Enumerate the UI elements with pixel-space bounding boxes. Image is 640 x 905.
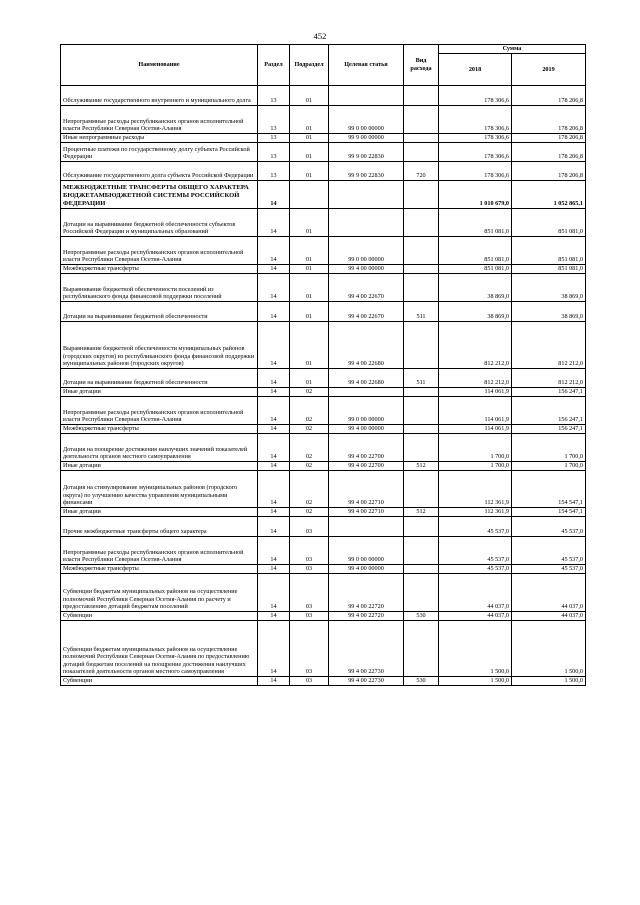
table-row — [61, 209, 586, 237]
row-expense-type — [404, 565, 439, 574]
row-name: Выравнивание бюджетной обеспеченности муниципальных районов (городских округов) из республиканского фонда финансовой поддержки муниципальных районов (городских округов) — [61, 322, 258, 369]
row-subsection: 03 — [290, 612, 329, 621]
row-name: Иные дотации — [61, 388, 258, 397]
row-value-2019: 45 537,0 — [512, 517, 586, 537]
row-expense-type — [404, 106, 439, 134]
table-row — [61, 565, 586, 574]
header-year-2019: 2019 — [512, 54, 586, 86]
table-row — [61, 462, 586, 471]
row-value-2019: 1 700,0 — [512, 462, 586, 471]
row-expense-type — [404, 434, 439, 462]
table-row — [61, 508, 586, 517]
row-section: 14 — [258, 574, 290, 612]
row-subsection: 02 — [290, 425, 329, 434]
row-name: Субвенции бюджетам муниципальных районов на осуществление полномочий Республики Северная Осетия-Алания по расчету и предоставлению дотаций бюджетам поселений — [61, 574, 258, 612]
table-row — [61, 237, 586, 265]
row-section: 13 — [258, 86, 290, 106]
header-name: Наименование — [61, 45, 258, 86]
row-section: 14 — [258, 677, 290, 686]
row-target: 99 4 00 22720 — [329, 574, 404, 612]
row-name: Дотации на выравнивание бюджетной обеспеченности субъектов Российской Федерации и муниципальных образований — [61, 209, 258, 237]
table-row — [61, 397, 586, 425]
row-value-2019: 812 212,0 — [512, 322, 586, 369]
row-value-2018: 112 361,9 — [439, 471, 512, 508]
row-name: Дотация на стимулирование муниципальных районов (городского округа) по улучшению качества управления муниципальными финансами — [61, 471, 258, 508]
row-value-2018: 1 010 679,0 — [439, 181, 512, 209]
row-name: Непрограммные расходы республиканских органов исполнительной власти Республики Северная Осетия-Алания — [61, 237, 258, 265]
row-value-2019: 851 081,0 — [512, 209, 586, 237]
row-value-2018: 178 306,6 — [439, 106, 512, 134]
row-subsection: 01 — [290, 162, 329, 181]
row-section: 14 — [258, 508, 290, 517]
row-expense-type — [404, 209, 439, 237]
row-expense-type: 530 — [404, 677, 439, 686]
row-name: Процентные платежи по государственному долгу субъекта Российской Федерации — [61, 143, 258, 162]
row-subsection: 02 — [290, 397, 329, 425]
table-row — [61, 388, 586, 397]
row-expense-type — [404, 143, 439, 162]
row-value-2018: 1 700,0 — [439, 434, 512, 462]
row-subsection: 02 — [290, 508, 329, 517]
row-subsection: 03 — [290, 565, 329, 574]
table-row — [61, 86, 586, 106]
row-subsection: 01 — [290, 369, 329, 388]
row-target — [329, 517, 404, 537]
header-target: Целевая статья — [329, 45, 404, 86]
row-value-2018: 178 306,6 — [439, 162, 512, 181]
row-value-2019: 1 052 865,1 — [512, 181, 586, 209]
row-section: 14 — [258, 397, 290, 425]
row-target: 99 4 00 22680 — [329, 369, 404, 388]
row-name: Субвенции бюджетам муниципальных районов на осуществление полномочий Республики Северная Осетия-Алания по предоставлению дотаций бюджетам поселений на поощрение достижения наилучших показателей деятельности органов местного самоуправления — [61, 621, 258, 677]
row-name: Межбюджетные трансферты — [61, 425, 258, 434]
row-expense-type — [404, 517, 439, 537]
row-value-2018: 114 061,9 — [439, 397, 512, 425]
row-subsection: 03 — [290, 517, 329, 537]
row-subsection: 01 — [290, 209, 329, 237]
row-target: 99 0 00 00000 — [329, 106, 404, 134]
row-value-2019: 178 206,8 — [512, 86, 586, 106]
table-row — [61, 574, 586, 612]
table-row — [61, 517, 586, 537]
row-subsection: 01 — [290, 322, 329, 369]
row-section: 14 — [258, 181, 290, 209]
row-target: 99 0 00 00000 — [329, 537, 404, 565]
row-expense-type — [404, 471, 439, 508]
row-value-2018: 851 081,0 — [439, 237, 512, 265]
row-expense-type: 512 — [404, 462, 439, 471]
row-section: 14 — [258, 302, 290, 322]
row-section: 14 — [258, 265, 290, 274]
row-value-2018: 1 700,0 — [439, 462, 512, 471]
row-value-2018: 812 212,0 — [439, 369, 512, 388]
row-expense-type — [404, 537, 439, 565]
row-subsection: 01 — [290, 106, 329, 134]
row-target: 99 4 00 22670 — [329, 302, 404, 322]
row-section: 14 — [258, 369, 290, 388]
row-expense-type — [404, 265, 439, 274]
row-value-2018: 851 081,0 — [439, 265, 512, 274]
row-target: 99 0 00 00000 — [329, 237, 404, 265]
row-target — [329, 181, 404, 209]
row-expense-type — [404, 237, 439, 265]
row-expense-type: 720 — [404, 162, 439, 181]
row-subsection — [290, 181, 329, 209]
table-row — [61, 322, 586, 369]
row-section: 13 — [258, 134, 290, 143]
row-value-2018: 851 081,0 — [439, 209, 512, 237]
header-section: Раздел — [258, 45, 290, 86]
row-subsection: 01 — [290, 274, 329, 302]
row-name: Выравнивание бюджетной обеспеченности поселений из республиканского фонда финансовой поддержки поселений — [61, 274, 258, 302]
row-value-2018: 45 537,0 — [439, 565, 512, 574]
row-subsection: 03 — [290, 677, 329, 686]
row-expense-type — [404, 397, 439, 425]
row-section: 14 — [258, 237, 290, 265]
row-target: 99 4 00 22670 — [329, 274, 404, 302]
row-subsection: 02 — [290, 462, 329, 471]
table-row — [61, 265, 586, 274]
table-body — [61, 86, 586, 686]
row-section: 14 — [258, 209, 290, 237]
row-subsection: 03 — [290, 621, 329, 677]
row-name: Иные дотации — [61, 462, 258, 471]
row-name: Иные дотации — [61, 508, 258, 517]
row-name: Дотации на выравнивание бюджетной обеспеченности — [61, 302, 258, 322]
row-target: 99 4 00 22720 — [329, 612, 404, 621]
row-target: 99 4 00 22680 — [329, 322, 404, 369]
row-value-2018: 114 061,9 — [439, 425, 512, 434]
row-target: 99 9 00 22830 — [329, 162, 404, 181]
row-expense-type: 512 — [404, 508, 439, 517]
row-target — [329, 209, 404, 237]
row-value-2019: 178 206,8 — [512, 162, 586, 181]
row-value-2018: 1 500,0 — [439, 621, 512, 677]
table-header — [61, 45, 586, 86]
row-section: 13 — [258, 106, 290, 134]
row-target: 99 4 00 22730 — [329, 621, 404, 677]
row-target: 99 4 00 00000 — [329, 265, 404, 274]
row-target: 99 4 00 22730 — [329, 677, 404, 686]
row-target: 99 9 00 00000 — [329, 134, 404, 143]
row-value-2019: 156 247,1 — [512, 425, 586, 434]
row-expense-type — [404, 425, 439, 434]
row-expense-type — [404, 322, 439, 369]
row-name: Непрограммные расходы республиканских органов исполнительной власти Республики Северная Осетия-Алания — [61, 106, 258, 134]
table-row — [61, 181, 586, 209]
row-value-2018: 45 537,0 — [439, 517, 512, 537]
row-section: 13 — [258, 162, 290, 181]
row-section: 14 — [258, 517, 290, 537]
row-section: 14 — [258, 621, 290, 677]
row-name: Межбюджетные трансферты — [61, 565, 258, 574]
table-row — [61, 612, 586, 621]
row-expense-type — [404, 621, 439, 677]
table-row — [61, 677, 586, 686]
table-row — [61, 621, 586, 677]
row-name: Субвенции — [61, 677, 258, 686]
row-value-2018: 1 500,0 — [439, 677, 512, 686]
row-value-2019: 851 081,0 — [512, 265, 586, 274]
row-subsection: 01 — [290, 265, 329, 274]
table-row — [61, 369, 586, 388]
row-target: 99 4 00 22710 — [329, 508, 404, 517]
row-value-2019: 45 537,0 — [512, 537, 586, 565]
row-section: 14 — [258, 274, 290, 302]
row-value-2019: 1 500,0 — [512, 677, 586, 686]
row-target: 99 4 00 00000 — [329, 565, 404, 574]
header-year-2018: 2018 — [439, 54, 512, 86]
row-section: 14 — [258, 537, 290, 565]
table-row — [61, 425, 586, 434]
row-value-2018: 178 306,6 — [439, 143, 512, 162]
row-subsection: 01 — [290, 86, 329, 106]
row-name: Прочие межбюджетные трансферты общего характера — [61, 517, 258, 537]
row-name: Межбюджетные трансферты — [61, 265, 258, 274]
row-value-2018: 45 537,0 — [439, 537, 512, 565]
row-value-2019: 812 212,0 — [512, 369, 586, 388]
row-section: 14 — [258, 425, 290, 434]
row-subsection: 02 — [290, 434, 329, 462]
row-value-2019: 38 869,0 — [512, 274, 586, 302]
row-name: Субвенции — [61, 612, 258, 621]
row-value-2019: 45 537,0 — [512, 565, 586, 574]
row-name: Дотация на поощрение достижения наилучших значений показателей деятельности органов местного самоуправления — [61, 434, 258, 462]
row-target — [329, 388, 404, 397]
row-expense-type — [404, 388, 439, 397]
row-value-2019: 44 037,0 — [512, 574, 586, 612]
row-name: Иные непрограммные расходы — [61, 134, 258, 143]
row-name: Обслуживание государственного долга субъекта Российской Федерации — [61, 162, 258, 181]
table-row — [61, 434, 586, 462]
header-sum: Сумма — [439, 45, 586, 54]
row-expense-type — [404, 574, 439, 612]
header-subsection: Подраздел — [290, 45, 329, 86]
row-expense-type — [404, 274, 439, 302]
row-section: 13 — [258, 143, 290, 162]
row-subsection: 02 — [290, 471, 329, 508]
table-row — [61, 471, 586, 508]
row-value-2019: 38 869,0 — [512, 302, 586, 322]
row-name: Непрограммные расходы республиканских органов исполнительной власти Республики Северная Осетия-Алания — [61, 537, 258, 565]
row-value-2018: 114 061,9 — [439, 388, 512, 397]
row-value-2018: 812 212,0 — [439, 322, 512, 369]
row-target: 99 4 00 22700 — [329, 434, 404, 462]
row-section: 14 — [258, 612, 290, 621]
row-section: 14 — [258, 388, 290, 397]
row-subsection: 03 — [290, 574, 329, 612]
table-row — [61, 274, 586, 302]
row-subsection: 01 — [290, 302, 329, 322]
table-row — [61, 106, 586, 134]
row-section: 14 — [258, 322, 290, 369]
row-expense-type: 511 — [404, 302, 439, 322]
row-subsection: 02 — [290, 388, 329, 397]
row-target: 99 4 00 22710 — [329, 471, 404, 508]
table-row — [61, 134, 586, 143]
row-subsection: 03 — [290, 537, 329, 565]
row-value-2019: 851 081,0 — [512, 237, 586, 265]
row-value-2019: 178 206,8 — [512, 143, 586, 162]
row-expense-type — [404, 134, 439, 143]
budget-table — [60, 44, 586, 686]
row-value-2018: 38 869,0 — [439, 274, 512, 302]
row-value-2019: 178 206,8 — [512, 106, 586, 134]
row-expense-type: 511 — [404, 369, 439, 388]
row-target: 99 9 00 22830 — [329, 143, 404, 162]
row-value-2018: 178 306,6 — [439, 134, 512, 143]
page-number: 452 — [313, 31, 327, 41]
row-subsection: 01 — [290, 143, 329, 162]
row-expense-type — [404, 86, 439, 106]
row-name: Обслуживание государственного внутреннего и муниципального долга — [61, 86, 258, 106]
row-value-2019: 156 247,1 — [512, 388, 586, 397]
row-section: 14 — [258, 434, 290, 462]
row-value-2018: 44 037,0 — [439, 574, 512, 612]
row-subsection: 01 — [290, 134, 329, 143]
row-expense-type — [404, 181, 439, 209]
row-name: Непрограммные расходы республиканских органов исполнительной власти Республики Северная Осетия-Алания — [61, 397, 258, 425]
row-value-2018: 178 306,6 — [439, 86, 512, 106]
row-target — [329, 86, 404, 106]
row-section: 14 — [258, 565, 290, 574]
row-section: 14 — [258, 462, 290, 471]
row-value-2019: 1 500,0 — [512, 621, 586, 677]
row-value-2018: 38 869,0 — [439, 302, 512, 322]
table-row — [61, 537, 586, 565]
row-value-2018: 44 037,0 — [439, 612, 512, 621]
header-expense-type: Вид расхода — [404, 45, 439, 86]
row-target: 99 4 00 22700 — [329, 462, 404, 471]
row-name: МЕЖБЮДЖЕТНЫЕ ТРАНСФЕРТЫ ОБЩЕГО ХАРАКТЕРА БЮДЖЕТАМБЮДЖЕТНОЙ СИСТЕМЫ РОССИЙСКОЙ ФЕДЕРАЦИИ — [61, 181, 258, 209]
table-row — [61, 143, 586, 162]
row-subsection: 01 — [290, 237, 329, 265]
row-value-2019: 154 547,1 — [512, 508, 586, 517]
row-name: Дотации на выравнивание бюджетной обеспеченности — [61, 369, 258, 388]
row-target: 99 0 00 00000 — [329, 397, 404, 425]
row-section: 14 — [258, 471, 290, 508]
row-value-2019: 178 206,8 — [512, 134, 586, 143]
row-value-2019: 1 700,0 — [512, 434, 586, 462]
row-value-2019: 154 547,1 — [512, 471, 586, 508]
table-row — [61, 302, 586, 322]
row-value-2018: 112 361,9 — [439, 508, 512, 517]
row-target: 99 4 00 00000 — [329, 425, 404, 434]
table-row — [61, 162, 586, 181]
row-expense-type: 530 — [404, 612, 439, 621]
row-value-2019: 156 247,1 — [512, 397, 586, 425]
row-value-2019: 44 037,0 — [512, 612, 586, 621]
